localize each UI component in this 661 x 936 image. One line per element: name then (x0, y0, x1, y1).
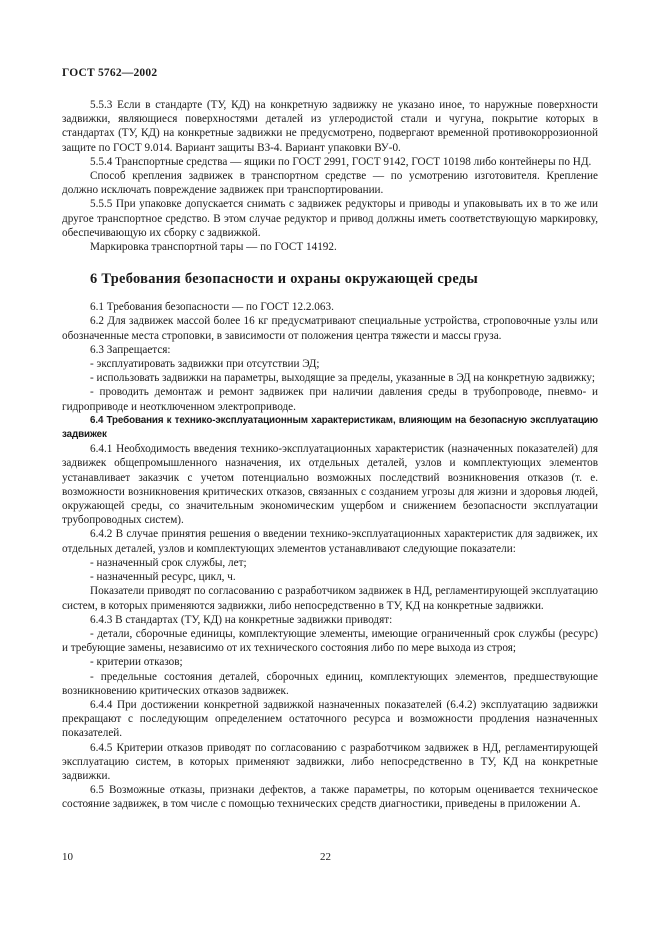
paragraph-marking: Маркировка транспортной тары — по ГОСТ 14192. (90, 241, 337, 254)
paragraph-6-4-2: 6.4.2 В случае принятия решения о введении технико-эксплуатационных характеристик для задвижек, их отдельных деталей, узлов и комплектующих элементов устанавливают следующие показатели: (62, 528, 598, 555)
list-item: - детали, сборочные единицы, комплектующие элементы, имеющие ограниченный срок службы (ресурс) и требующие замены, независимо от их технического состояния либо по мере выхода из строя; (62, 627, 598, 655)
page-number-left: 10 (62, 851, 73, 863)
subsection-6-4-heading: 6.4 Требования к технико-эксплуатационным характеристикам, влияющим на безопасную эксплуатацию задвижек (62, 414, 598, 441)
paragraph-5-5-4: 5.5.4 Транспортные средства — ящики по ГОСТ 2991, ГОСТ 9142, ГОСТ 10198 либо контейнеры по НД. (90, 155, 592, 168)
standard-header: ГОСТ 5762—2002 (62, 67, 158, 79)
paragraph-6-2: 6.2 Для задвижек массой более 16 кг предусматривают специальные устройства, строповочные узлы или обозначенные места строповки, в зависимости от положения центра тяжести и массы груза. (62, 315, 598, 342)
page-number-center: 22 (320, 851, 331, 863)
paragraph-5-5-3: 5.5.3 Если в стандарте (ТУ, КД) на конкретную задвижку не указано иное, то наружные поверхности задвижки, являющиеся поверхностями деталей из углеродистой стали и чугуна, покрытие которых в стандартах (ТУ, КД) на конкретные задвижки не предусмотрено, подвергают временной противокоррозионной защите по ГОСТ 9.014. Вариант защиты ВЗ-4. Вариант упаковки ВУ-0. (62, 99, 598, 154)
section-6-heading: 6 Требования безопасности и охраны окружающей среды (90, 271, 479, 288)
paragraph-6-1: 6.1 Требования безопасности — по ГОСТ 12.2.063. (90, 301, 334, 314)
paragraph-5-5-5: 5.5.5 При упаковке допускается снимать с задвижек редукторы и приводы и упаковывать их в то же или другое транспортное средство. В этом случае редуктор и привод должны иметь соответствующую маркировку, обеспечивающую их сборку с задвижкой. (62, 198, 598, 239)
list-item: - эксплуатировать задвижки при отсутствии ЭД; (90, 358, 320, 371)
paragraph-6-4-3: 6.4.3 В стандартах (ТУ, КД) на конкретные задвижки приводят: (90, 613, 393, 626)
list-item: - критерии отказов; (90, 656, 183, 669)
list-item: - назначенный срок службы, лет; (90, 556, 247, 569)
list-item: - предельные состояния деталей, сборочных единиц, комплектующих элементов, предшествующие возникновению критических отказов задвижек. (62, 670, 598, 697)
paragraph-6-4-1: 6.4.1 Необходимость введения технико-эксплуатационных характеристик (назначенных показателей) для задвижек общепромышленного назначения, их отдельных деталей, узлов и комплектующих элементов устанавливает заказчик с учетом потенциально возможных последствий возникновения отказов (т. е. возможности возникновения критических отказов, связанных с созданием угрозы для жизни и здоровья людей, окружающей среды, со значительным экономическим ущербом и снижением безопасности эксплуатации трубопроводных систем). (62, 443, 598, 527)
paragraph-6-4-5: 6.4.5 Критерии отказов приводят по согласованию с разработчиком задвижек в НД, регламентирующей эксплуатацию систем, в которых применяют задвижки, либо непосредственно в ТУ, КД на конкретные задвижки. (62, 741, 598, 782)
paragraph-6-5: 6.5 Возможные отказы, признаки дефектов, а также параметры, по которым оценивается техническое состояние задвижек, в том числе с помощью технических средств диагностики, приведены в приложении А. (62, 784, 598, 811)
list-item: - проводить демонтаж и ремонт задвижек при наличии давления среды в трубопроводе, пневмо- и гидроприводе и неотключенном электроприводе. (62, 386, 598, 413)
list-item: - назначенный ресурс, цикл, ч. (90, 571, 236, 584)
paragraph-fastening: Способ крепления задвижек в транспортном средстве — по усмотрению изготовителя. Крепление должно исключать повреждение задвижек при транспортировании. (62, 170, 598, 197)
paragraph-6-3: 6.3 Запрещается: (90, 343, 171, 356)
paragraph-indicators: Показатели приводят по согласованию с разработчиком задвижек в НД, регламентирующей эксплуатацию систем, в которых применяются задвижки, либо непосредственно в ТУ, КД на конкретные задвижки. (62, 585, 598, 612)
list-item: - использовать задвижки на параметры, выходящие за пределы, указанные в ЭД на конкретную задвижку; (90, 372, 595, 385)
document-body (62, 98, 598, 812)
paragraph-6-4-4: 6.4.4 При достижении конкретной задвижкой назначенных показателей (6.4.2) эксплуатацию задвижки прекращают с последующим определением остаточного ресурса и возможности продления назначенных показателей. (62, 698, 598, 740)
